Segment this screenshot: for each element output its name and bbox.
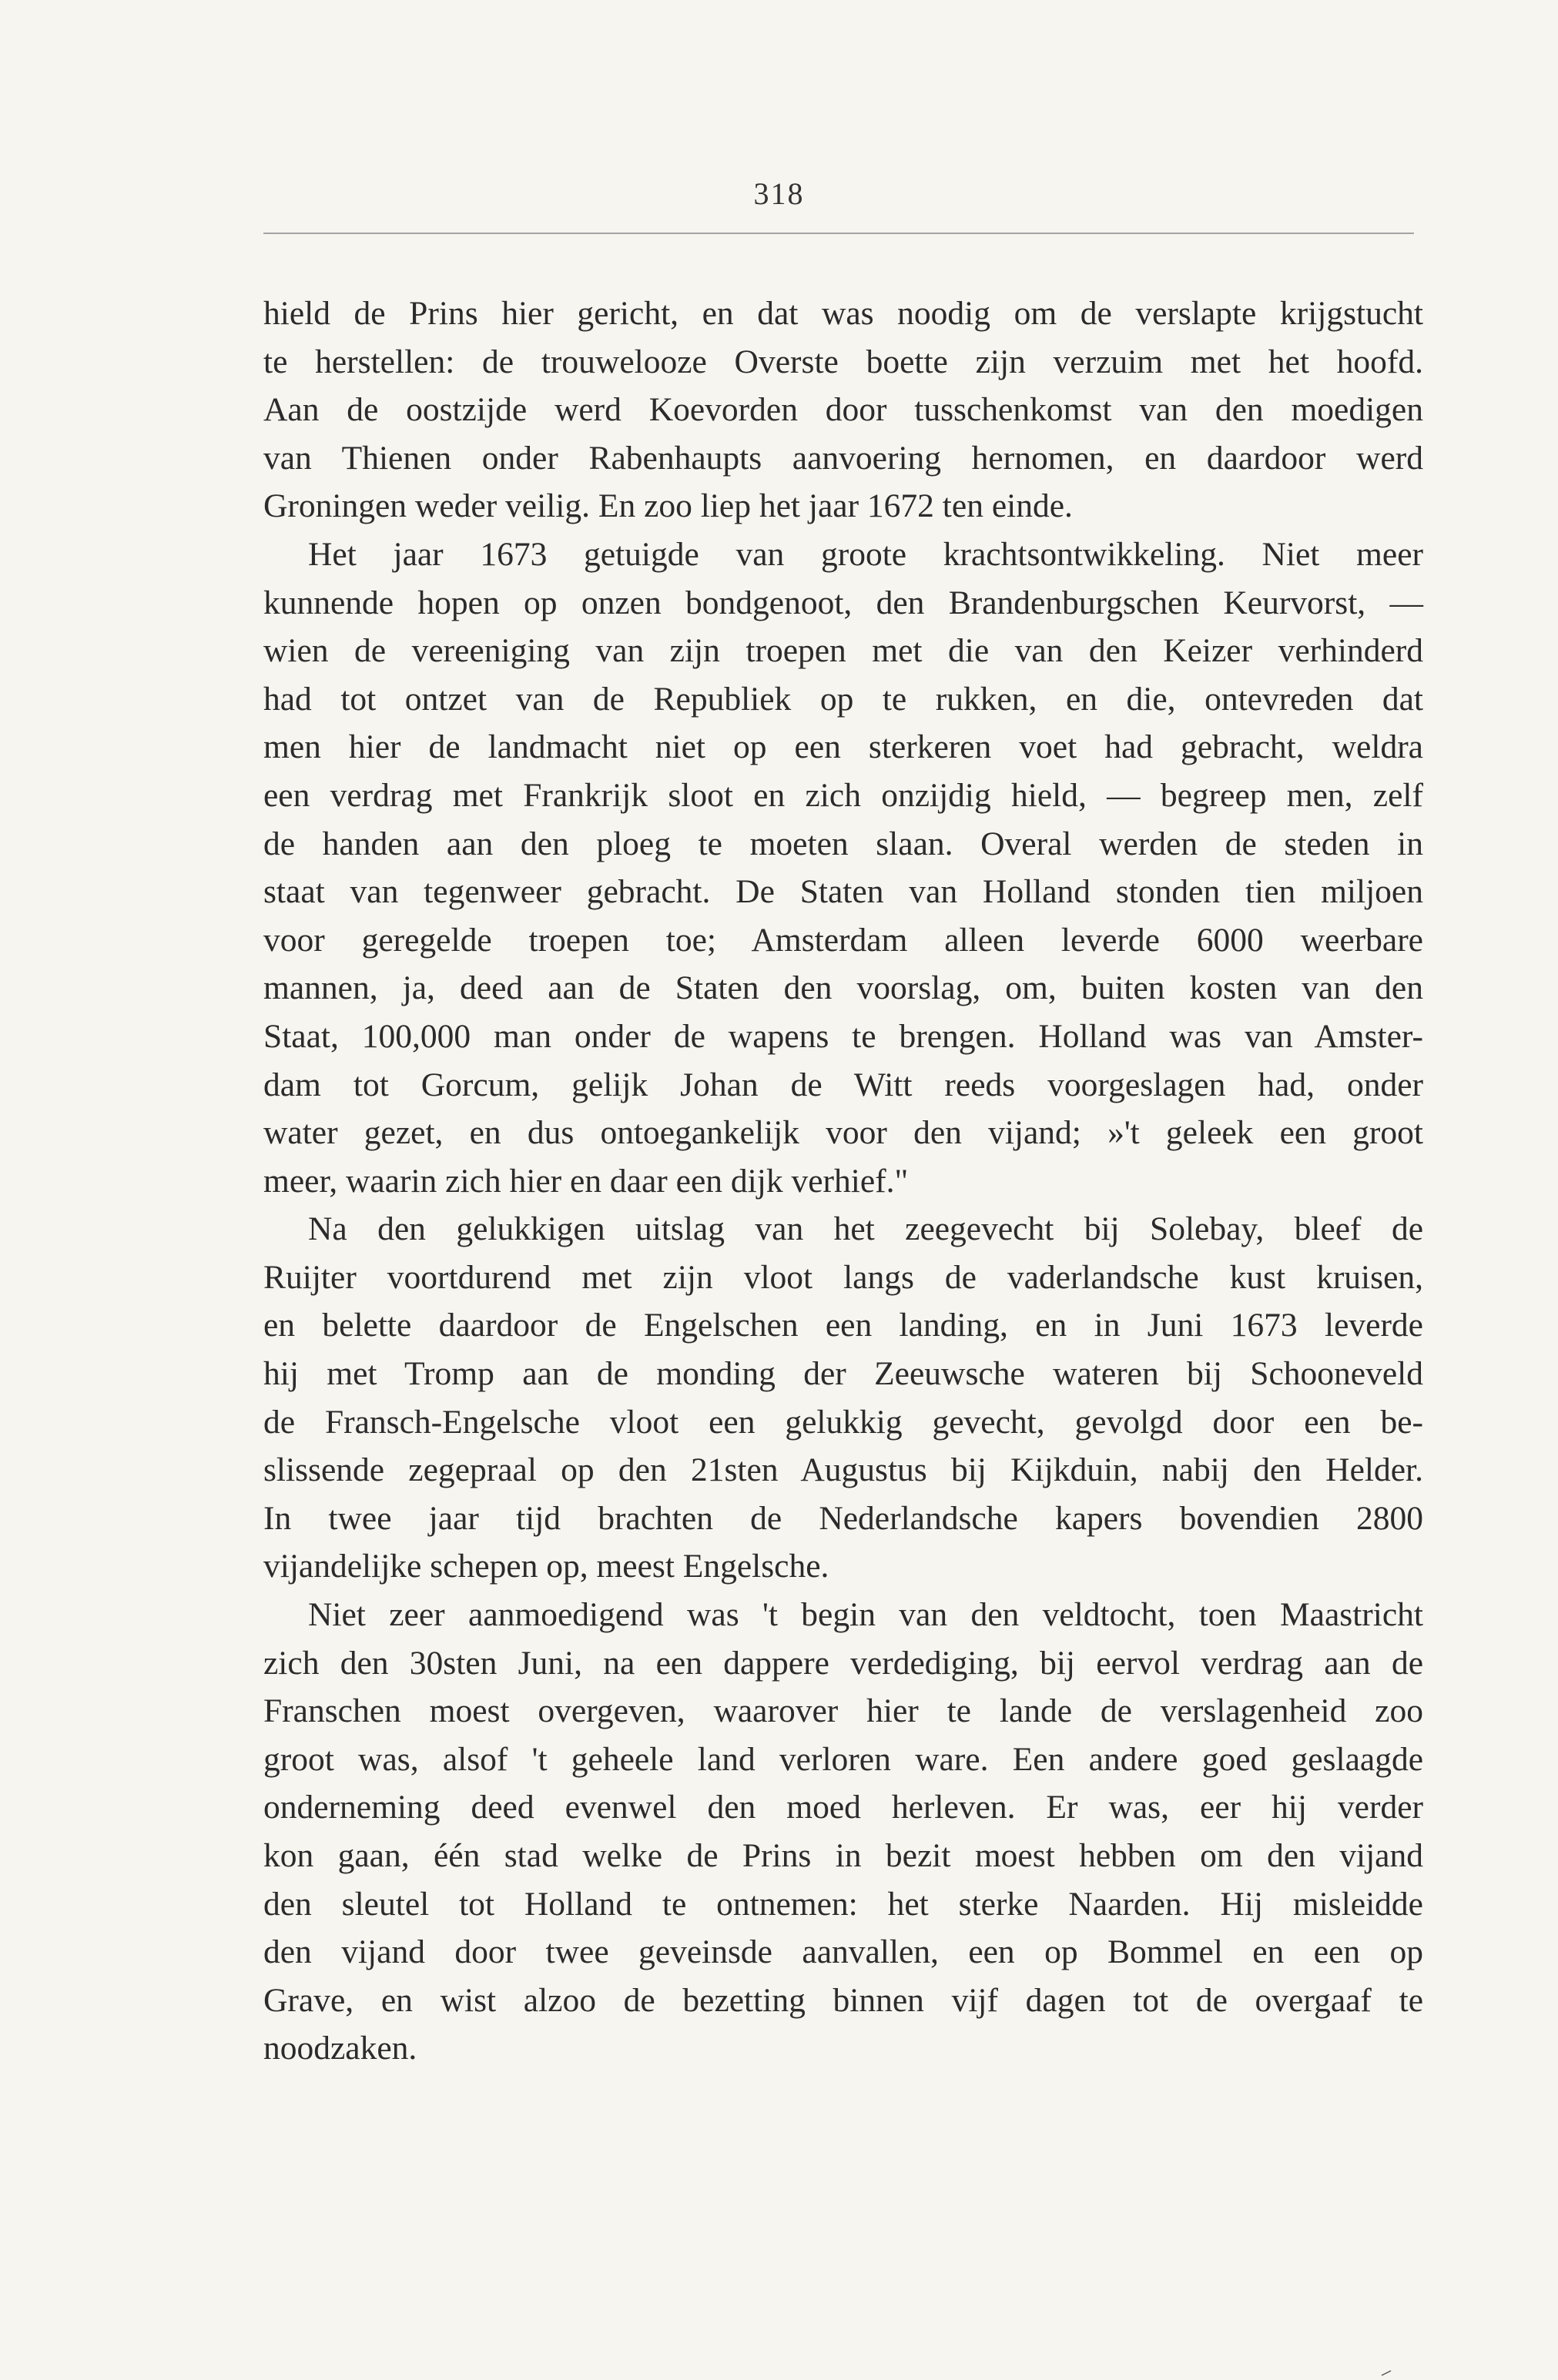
text-line: Groningen weder veilig. En zoo liep het jaar 1672 ten einde. bbox=[263, 487, 1073, 525]
text-line: voor geregelde troepen toe; Amsterdam alleen leverde 6000 weerbare bbox=[263, 921, 1423, 959]
text-line: meer, waarin zich hier en daar een dijk verhief." bbox=[263, 1162, 909, 1200]
text-line: slissende zegepraal op den 21sten Augustus bij Kijkduin, nabij den Helder. bbox=[263, 1451, 1423, 1489]
paragraph-4 bbox=[263, 1591, 1423, 2073]
text-line: dam tot Gorcum, gelijk Johan de Witt reeds voorgeslagen had, onder bbox=[263, 1066, 1423, 1103]
text-line: hield de Prins hier gericht, en dat was noodig om de verslapte krijgstucht bbox=[263, 295, 1423, 332]
text-line: vijandelijke schepen op, meest Engelsche. bbox=[263, 1548, 829, 1585]
decorative-wavy-rule bbox=[263, 228, 1419, 239]
text-line: noodzaken. bbox=[263, 2030, 417, 2067]
paragraph-2 bbox=[263, 531, 1423, 1205]
text-line: den vijand door twee geveinsde aanvallen, een op Bommel en een op bbox=[263, 1933, 1423, 1971]
text-line: staat van tegenweer gebracht. De Staten van Holland stonden tien miljoen bbox=[263, 873, 1423, 911]
text-line: kunnende hopen op onzen bondgenoot, den Brandenburgschen Keurvorst, — bbox=[263, 584, 1423, 621]
paragraph-1 bbox=[263, 290, 1423, 531]
text-line: Ruijter voortdurend met zijn vloot langs de vaderlandsche kust kruisen, bbox=[263, 1258, 1423, 1296]
text-line: kon gaan, één stad welke de Prins in bezit moest hebben om den vijand bbox=[263, 1837, 1423, 1874]
text-line: en belette daardoor de Engelschen een landing, en in Juni 1673 leverde bbox=[263, 1307, 1423, 1344]
paragraph-3 bbox=[263, 1205, 1423, 1591]
body-text bbox=[263, 290, 1423, 2073]
text-line: hij met Tromp aan de monding der Zeeuwsche wateren bij Schooneveld bbox=[263, 1355, 1423, 1393]
text-line: onderneming deed evenwel den moed herleven. Er was, eer hij verder bbox=[263, 1789, 1423, 1826]
text-line: de handen aan den ploeg te moeten slaan. Overal werden de steden in bbox=[263, 825, 1423, 862]
text-line: de Fransch-Engelsche vloot een gelukkig gevecht, gevolgd door een be- bbox=[263, 1403, 1423, 1441]
text-line: Na den gelukkigen uitslag van het zeegevecht bij Solebay, bleef de bbox=[308, 1210, 1423, 1248]
text-line: In twee jaar tijd brachten de Nederlandsche kapers bovendien 2800 bbox=[263, 1499, 1423, 1537]
text-line: van Thienen onder Rabenhaupts aanvoering hernomen, en daardoor werd bbox=[263, 439, 1423, 477]
text-line: wien de vereeniging van zijn troepen met die van den Keizer verhinderd bbox=[263, 632, 1423, 670]
stray-mark bbox=[1381, 2370, 1392, 2376]
text-line: Franschen moest overgeven, waarover hier te lande de verslagenheid zoo bbox=[263, 1692, 1423, 1730]
text-line: men hier de landmacht niet op een sterkeren voet had gebracht, weldra bbox=[263, 728, 1423, 766]
text-line: water gezet, en dus ontoegankelijk voor den vijand; »'t geleek een groot bbox=[263, 1114, 1423, 1152]
text-line: Staat, 100,000 man onder de wapens te brengen. Holland was van Amster- bbox=[263, 1017, 1423, 1055]
text-line: groot was, alsof 't geheele land verloren ware. Een andere goed geslaagde bbox=[263, 1740, 1423, 1778]
text-line: Niet zeer aanmoedigend was 't begin van den veldtocht, toen Maastricht bbox=[308, 1596, 1423, 1634]
text-line: zich den 30sten Juni, na een dappere verdediging, bij eervol verdrag aan de bbox=[263, 1644, 1423, 1682]
text-line: Grave, en wist alzoo de bezetting binnen vijf dagen tot de overgaaf te bbox=[263, 1981, 1423, 2019]
text-line: had tot ontzet van de Republiek op te rukken, en die, ontevreden dat bbox=[263, 680, 1423, 718]
page-number: 318 bbox=[753, 176, 805, 211]
text-line: mannen, ja, deed aan de Staten den voorslag, om, buiten kosten van den bbox=[263, 969, 1423, 1007]
text-line: Het jaar 1673 getuigde van groote krachtsontwikkeling. Niet meer bbox=[308, 535, 1423, 573]
text-line: een verdrag met Frankrijk sloot en zich onzijdig hield, — begreep men, zelf bbox=[263, 776, 1423, 814]
text-line: Aan de oostzijde werd Koevorden door tusschenkomst van den moedigen bbox=[263, 391, 1423, 429]
text-line: te herstellen: de trouwelooze Overste boette zijn verzuim met het hoofd. bbox=[263, 343, 1423, 380]
text-line: den sleutel tot Holland te ontnemen: het sterke Naarden. Hij misleidde bbox=[263, 1885, 1423, 1923]
